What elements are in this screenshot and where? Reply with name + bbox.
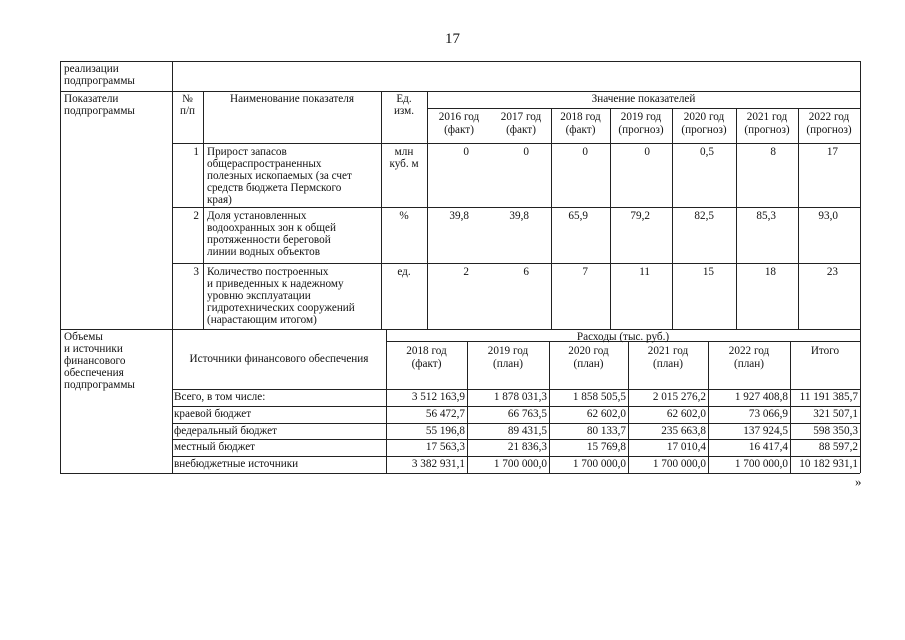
finance-column-header: 2019 год xyxy=(487,345,529,357)
finance-value: 1 700 000,0 xyxy=(652,458,706,471)
indicator-value: 0,5 xyxy=(700,146,714,158)
unit-header: Ед. xyxy=(396,93,412,105)
indicator-row-divider xyxy=(172,263,860,264)
finance-column-header: 2018 год xyxy=(406,345,447,357)
finance-value: 17 563,3 xyxy=(425,441,465,454)
indicator-name: Прирост запасов xyxy=(207,146,287,158)
indicator-unit: млн xyxy=(394,146,414,158)
finance-value: 1 700 000,0 xyxy=(572,458,626,471)
indicator-value: 79,2 xyxy=(630,210,650,222)
year-header: 2019 год xyxy=(620,111,662,123)
values-header: Значение показателей xyxy=(591,93,696,105)
year-header: (прогноз) xyxy=(681,124,727,136)
num-column-divider xyxy=(203,91,204,329)
finance-source: федеральный бюджет xyxy=(174,424,277,437)
indicator-value: 65,9 xyxy=(568,210,588,222)
finance-value: 62 602,0 xyxy=(586,407,626,420)
indicator-value: 11 xyxy=(639,266,650,278)
finance-value: 89 431,5 xyxy=(507,424,547,437)
indicator-value: 15 xyxy=(702,266,714,278)
finance-row-divider xyxy=(172,406,860,407)
finance-value: 1 858 505,5 xyxy=(572,391,626,403)
indicator-unit: % xyxy=(399,210,409,222)
finance-value: 10 182 931,1 xyxy=(799,458,858,471)
expenses-header: Расходы (тыс. руб.) xyxy=(576,331,670,343)
finance-value: 3 512 163,9 xyxy=(411,391,465,403)
finance-section-label: финансового xyxy=(64,355,126,367)
indicator-name: Доля установленных xyxy=(207,210,307,222)
finance-column-header: Итого xyxy=(810,345,840,357)
finance-value: 73 066,9 xyxy=(748,407,788,420)
table-border-top xyxy=(60,61,860,62)
year-header: 2022 год xyxy=(808,111,850,123)
indicator-value: 6 xyxy=(523,266,529,278)
finance-row-divider xyxy=(172,439,860,440)
section-divider-indicators xyxy=(60,91,860,92)
section-label-text: реализации xyxy=(64,63,119,75)
indicator-value: 7 xyxy=(582,266,588,278)
year-header: 2017 год xyxy=(500,111,542,123)
finance-column-header: (план) xyxy=(734,358,764,370)
indicator-value: 0 xyxy=(523,146,529,158)
finance-value: 3 382 931,1 xyxy=(411,458,465,471)
finance-value: 21 836,3 xyxy=(507,441,547,454)
finance-value: 1 700 000,0 xyxy=(734,458,788,471)
finance-source: краевой бюджет xyxy=(174,407,252,420)
indicator-value: 17 xyxy=(826,146,838,158)
indicator-name: линии водных объектов xyxy=(207,246,321,258)
indicator-name: и приведенных к надежному xyxy=(207,278,344,290)
finance-column-header: (факт) xyxy=(411,358,442,370)
finance-value: 15 769,8 xyxy=(586,441,626,454)
indicator-value: 2 xyxy=(463,266,469,278)
finance-row-divider xyxy=(172,423,860,424)
finance-value: 17 010,4 xyxy=(666,441,706,454)
indicator-value: 23 xyxy=(826,266,838,278)
finance-section-label: и источники xyxy=(64,343,123,355)
document-table xyxy=(60,61,860,473)
indicator-header-bottom xyxy=(172,143,860,144)
year-header: (прогноз) xyxy=(744,124,790,136)
finance-row-divider xyxy=(172,456,860,457)
indicator-value: 0 xyxy=(463,146,469,158)
finance-value: 235 663,8 xyxy=(661,424,706,437)
finance-section-label: подпрограммы xyxy=(64,379,135,391)
indicator-name: Количество построенных xyxy=(207,266,329,278)
indicator-name: протяженности береговой xyxy=(207,234,331,246)
page-number: 17 xyxy=(445,31,460,47)
finance-source: местный бюджет xyxy=(174,441,256,454)
finance-column-header: 2022 год xyxy=(728,345,770,357)
indicator-value: 85,3 xyxy=(756,210,776,222)
num-header: № xyxy=(182,93,193,105)
finance-source: Всего, в том числе: xyxy=(174,391,266,403)
indicator-value: 93,0 xyxy=(818,210,838,222)
unit-header: изм. xyxy=(393,105,415,117)
num-header: п/п xyxy=(179,105,196,117)
section-label-text: подпрограммы xyxy=(64,75,135,87)
year-header: (прогноз) xyxy=(806,124,852,136)
indicator-num: 1 xyxy=(193,146,199,158)
indicators-section-label: Показатели xyxy=(64,93,119,105)
finance-header-bottom xyxy=(172,389,860,390)
indicator-value: 39,8 xyxy=(509,210,529,222)
year-header: 2018 год xyxy=(560,111,601,123)
indicator-value: 0 xyxy=(582,146,588,158)
year-header: (прогноз) xyxy=(618,124,664,136)
finance-value: 88 597,2 xyxy=(818,441,858,454)
finance-column-header: 2021 год xyxy=(647,345,689,357)
indicator-value: 8 xyxy=(770,146,776,158)
finance-value: 321 507,1 xyxy=(813,407,858,420)
year-header: 2016 год xyxy=(438,111,480,123)
year-header: (факт) xyxy=(506,124,536,136)
finance-section-label: обеспечения xyxy=(64,367,124,379)
year-header: 2021 год xyxy=(746,111,788,123)
finance-value: 80 133,7 xyxy=(586,424,626,437)
year-header: 2020 год xyxy=(683,111,725,123)
finance-value: 1 927 408,8 xyxy=(734,391,788,403)
indicator-unit: куб. м xyxy=(389,158,419,170)
indicator-name: средств бюджета Пермского xyxy=(207,182,342,194)
indicator-value: 18 xyxy=(764,266,776,278)
table-border-right xyxy=(860,61,861,473)
finance-value: 66 763,5 xyxy=(507,407,547,420)
finance-value: 56 472,7 xyxy=(425,407,465,420)
indicators-section-label: подпрограммы xyxy=(64,105,135,117)
name-header: Наименование показателя xyxy=(230,93,354,105)
table-border-bottom xyxy=(60,473,860,474)
finance-value: 2 015 276,2 xyxy=(652,391,706,403)
indicator-num: 3 xyxy=(193,266,199,278)
values-header-divider xyxy=(427,108,860,109)
indicator-value: 39,8 xyxy=(449,210,469,222)
section-divider-finance xyxy=(60,329,860,330)
indicator-row-divider xyxy=(172,207,860,208)
year-header: (факт) xyxy=(565,124,596,136)
finance-value: 1 700 000,0 xyxy=(493,458,547,471)
year-header: (факт) xyxy=(444,124,474,136)
finance-column-header: (план) xyxy=(573,358,604,370)
finance-source: внебюджетные источники xyxy=(174,458,299,471)
indicator-name: водоохранных зон к общей xyxy=(207,222,336,234)
indicator-value: 82,5 xyxy=(694,210,714,222)
name-column-divider xyxy=(381,91,382,329)
finance-value: 55 196,8 xyxy=(425,424,465,437)
indicator-name: гидротехнических сооружений xyxy=(207,302,355,314)
finance-value: 137 924,5 xyxy=(743,424,788,437)
indicator-name: (нарастающим итогом) xyxy=(207,314,317,326)
finance-column-header: 2020 год xyxy=(568,345,609,357)
finance-column-header: (план) xyxy=(653,358,683,370)
indicator-value: 0 xyxy=(644,146,650,158)
indicator-name: общераспространенных xyxy=(207,158,322,170)
indicator-unit: ед. xyxy=(397,266,411,278)
finance-value: 16 417,4 xyxy=(748,441,788,454)
indicator-name: уровню эксплуатации xyxy=(207,290,311,302)
finance-value: 1 878 031,3 xyxy=(493,391,547,403)
finance-column-header: (план) xyxy=(493,358,523,370)
closing-quote: » xyxy=(855,474,862,489)
source-header: Источники финансового обеспечения xyxy=(189,353,369,365)
table-border-left xyxy=(60,61,61,473)
finance-section-label: Объемы xyxy=(64,331,103,343)
indicator-name: полезных ископаемых (за счет xyxy=(207,170,352,182)
finance-value: 62 602,0 xyxy=(666,407,706,420)
finance-value: 11 191 385,7 xyxy=(799,391,858,403)
finance-value: 598 350,3 xyxy=(813,424,858,437)
indicator-name: края) xyxy=(207,194,232,206)
indicator-num: 2 xyxy=(193,210,199,222)
